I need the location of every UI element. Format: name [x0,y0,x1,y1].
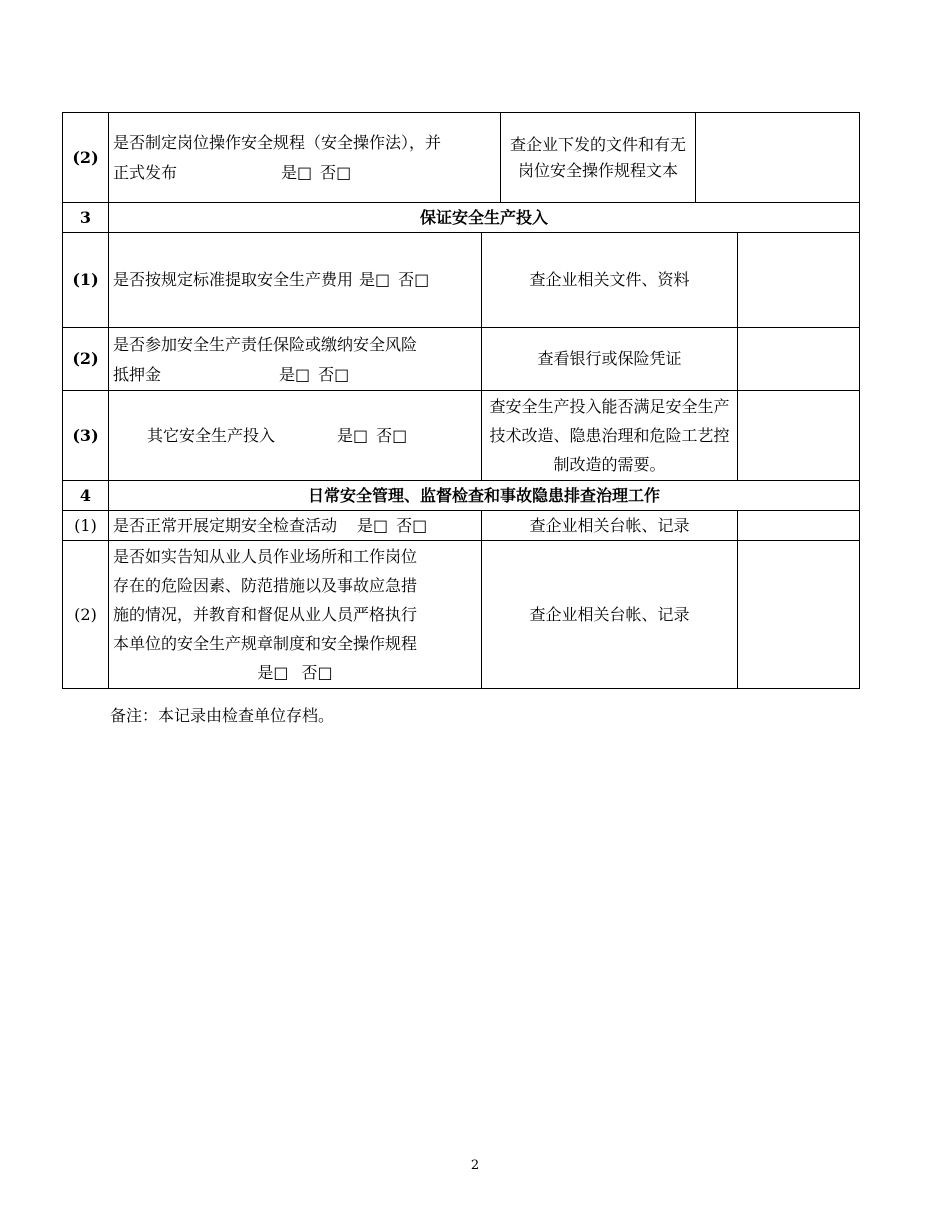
check-item-line: 是否如实告知从业人员作业场所和工作岗位 [113,547,418,566]
check-item-line: 存在的危险因素、防范措施以及事故应急措 [113,576,418,595]
check-method: 查安全生产投入能否满足安全生产技术改造、隐患治理和危险工艺控制改造的需要。 [489,397,730,474]
check-item [109,391,481,480]
check-method: 查企业相关台帐、记录 [529,515,690,535]
table-border [859,112,860,689]
table-border [62,688,860,689]
check-item-text: 其它安全生产投入 [147,425,276,445]
yes-checkbox[interactable]: 是□ [281,163,313,182]
check-item-line: 是否制定岗位操作安全规程（安全操作法），并 [113,133,442,152]
result-cell[interactable] [738,328,859,390]
result-cell[interactable] [696,113,859,202]
yes-checkbox[interactable]: 是□ [257,663,289,682]
checkbox-line [113,658,477,687]
yes-checkbox[interactable]: 是□ [359,270,391,289]
check-item [109,542,481,688]
row-number: (1) [74,515,97,535]
check-item-line-2 [113,158,496,188]
result-cell[interactable] [738,233,859,327]
row-number: (2) [72,147,99,167]
no-checkbox[interactable]: 否□ [376,425,408,445]
no-checkbox[interactable]: 否□ [301,663,333,682]
check-item-text: 抵押金 [113,365,162,384]
yes-checkbox[interactable]: 是□ [337,425,369,445]
check-method: 查企业相关台帐、记录 [529,604,690,624]
check-method: 查企业相关文件、资料 [529,270,690,289]
no-checkbox[interactable]: 否□ [320,163,352,182]
check-item [109,511,481,540]
check-item-text: 正式发布 [113,163,178,182]
check-method: 查企业下发的文件和有无岗位安全操作规程文本 [509,134,686,180]
check-item-text: 是否按规定标准提取安全生产费用 [113,270,354,289]
check-item [109,233,481,327]
section-title: 日常安全管理、监督检查和事故隐患排查治理工作 [307,485,660,505]
check-item [109,330,481,390]
no-checkbox[interactable]: 否□ [398,270,430,289]
footnote: 备注：本记录由检查单位存档。 [110,706,335,725]
yes-checkbox[interactable]: 是□ [357,515,389,535]
result-cell[interactable] [738,511,859,540]
check-item [109,113,500,202]
row-number: (1) [72,270,99,289]
yes-checkbox[interactable]: 是□ [279,365,311,384]
check-item-line: 施的情况，并教育和督促从业人员严格执行 [113,605,418,624]
row-number: (2) [74,604,97,624]
check-item-text: 是否正常开展定期安全检查活动 [113,515,338,535]
result-cell[interactable] [738,391,859,480]
check-method: 查看银行或保险凭证 [537,349,682,368]
no-checkbox[interactable]: 否□ [396,515,428,535]
section-number: 3 [79,207,92,227]
section-title: 保证安全生产投入 [419,207,548,227]
result-cell[interactable] [738,541,859,688]
check-item-line: 是否参加安全生产责任保险或缴纳安全风险 [113,335,418,354]
check-item-line-2 [113,360,477,390]
section-number: 4 [79,485,92,505]
no-checkbox[interactable]: 否□ [318,365,350,384]
row-number: (3) [72,425,99,445]
page-number: 2 [470,1158,480,1173]
check-item-line: 本单位的安全生产规章制度和安全操作规程 [113,634,418,653]
row-number: (2) [72,349,99,368]
